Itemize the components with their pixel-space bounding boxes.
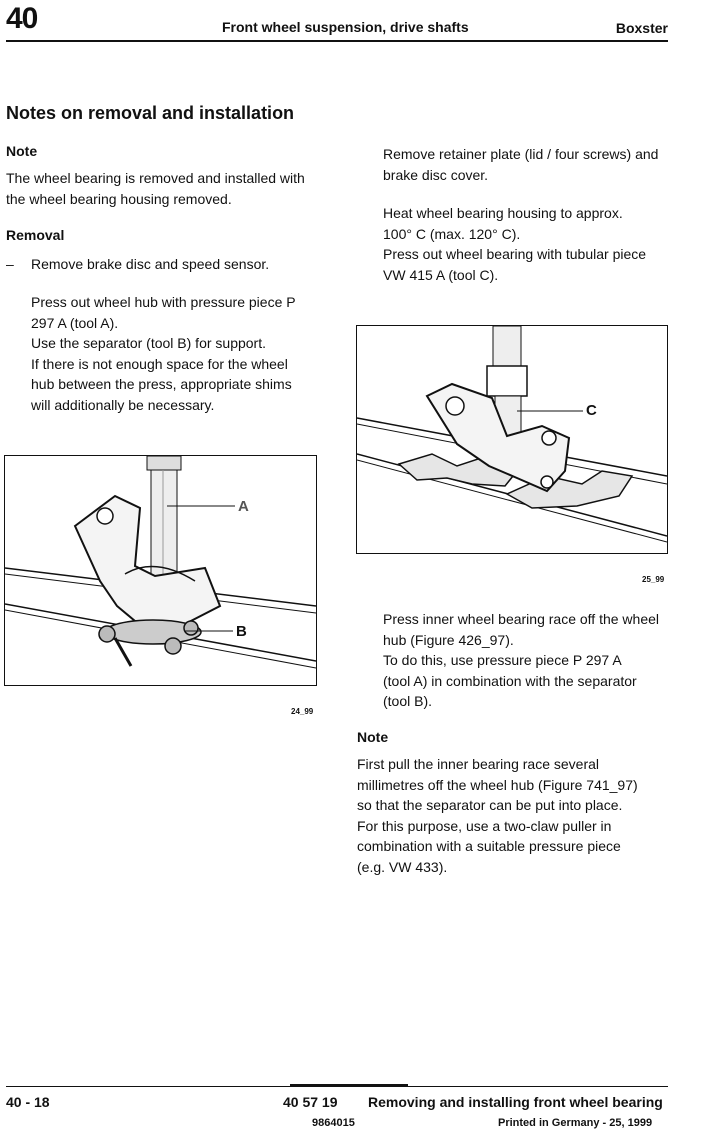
step-text: Remove brake disc and speed sensor. — [31, 256, 270, 272]
text-line: To do this, use pressure piece P 297 A — [383, 652, 622, 668]
left-note-heading: Note — [6, 143, 38, 159]
text-line: The wheel bearing is removed and installed with — [6, 170, 305, 186]
right-note-heading: Note — [357, 729, 389, 745]
removal-heading: Removal — [6, 227, 65, 243]
text-line: Heat wheel bearing housing to approx. — [383, 205, 623, 221]
repair-code: 40 57 19 — [283, 1094, 338, 1110]
text-line: Use the separator (tool B) for support. — [31, 335, 266, 351]
text-line: hub (Figure 426_97). — [383, 631, 514, 648]
part-number: 9864015 — [312, 1117, 355, 1129]
text-line: 297 A (tool A). — [31, 314, 119, 331]
press-illustration — [5, 456, 316, 685]
dash-bullet: – — [6, 256, 14, 272]
text-line: will additionally be necessary. — [31, 396, 215, 413]
left-note-text — [6, 168, 305, 209]
figure-code-right: 25_99 — [642, 575, 665, 584]
text-line: VW 415 A (tool C). — [383, 266, 499, 283]
label-a: A — [238, 498, 249, 515]
text-line: millimetres off the wheel hub (Figure 741_97) — [357, 776, 638, 793]
figure-wheel-hub-press — [4, 455, 317, 686]
text-line: hub between the press, appropriate shims — [31, 376, 292, 392]
text-line: 100° C (max. 120° C). — [383, 225, 521, 242]
section-title: Notes on removal and installation — [6, 103, 295, 123]
right-para-1 — [383, 144, 658, 185]
right-para-2 — [383, 203, 646, 285]
removal-step-1-continued — [31, 292, 296, 415]
text-line: so that the separator can be put into place. — [357, 797, 623, 813]
header-rule — [6, 40, 668, 42]
figure-code-left: 24_99 — [291, 707, 314, 716]
footer-rule — [6, 1086, 668, 1087]
text-line: For this purpose, use a two-claw puller in — [357, 817, 612, 834]
text-line: Press inner wheel bearing race off the wheel — [383, 611, 660, 627]
right-para-3 — [383, 609, 659, 712]
footer-title: Removing and installing front wheel bearing — [368, 1094, 663, 1110]
chapter-number: 40 — [6, 2, 38, 35]
text-line: Press out wheel bearing with tubular piece — [383, 246, 647, 262]
text-line: If there is not enough space for the wheel — [31, 355, 288, 372]
page-number: 40 - 18 — [6, 1094, 50, 1110]
label-b: B — [236, 623, 247, 640]
print-info: Printed in Germany - 25, 1999 — [498, 1117, 653, 1129]
text-line: Press out wheel hub with pressure piece P — [31, 294, 296, 310]
bearing-press-illustration — [357, 326, 667, 553]
text-line: combination with a suitable pressure piece — [357, 838, 621, 854]
label-c: C — [586, 402, 597, 419]
text-line: (e.g. VW 433). — [357, 858, 448, 875]
text-line: the wheel bearing housing removed. — [6, 190, 232, 207]
text-line: brake disc cover. — [383, 166, 489, 183]
right-note-text — [357, 754, 638, 877]
text-line: Remove retainer plate (lid / four screws) and — [383, 146, 659, 162]
text-line: (tool B). — [383, 693, 433, 709]
text-line: (tool A) in combination with the separator — [383, 672, 637, 689]
chapter-title: Front wheel suspension, drive shafts — [222, 19, 469, 35]
model-name: Boxster — [615, 20, 668, 36]
figure-bearing-press — [356, 325, 668, 554]
text-line: First pull the inner bearing race several — [357, 756, 600, 772]
